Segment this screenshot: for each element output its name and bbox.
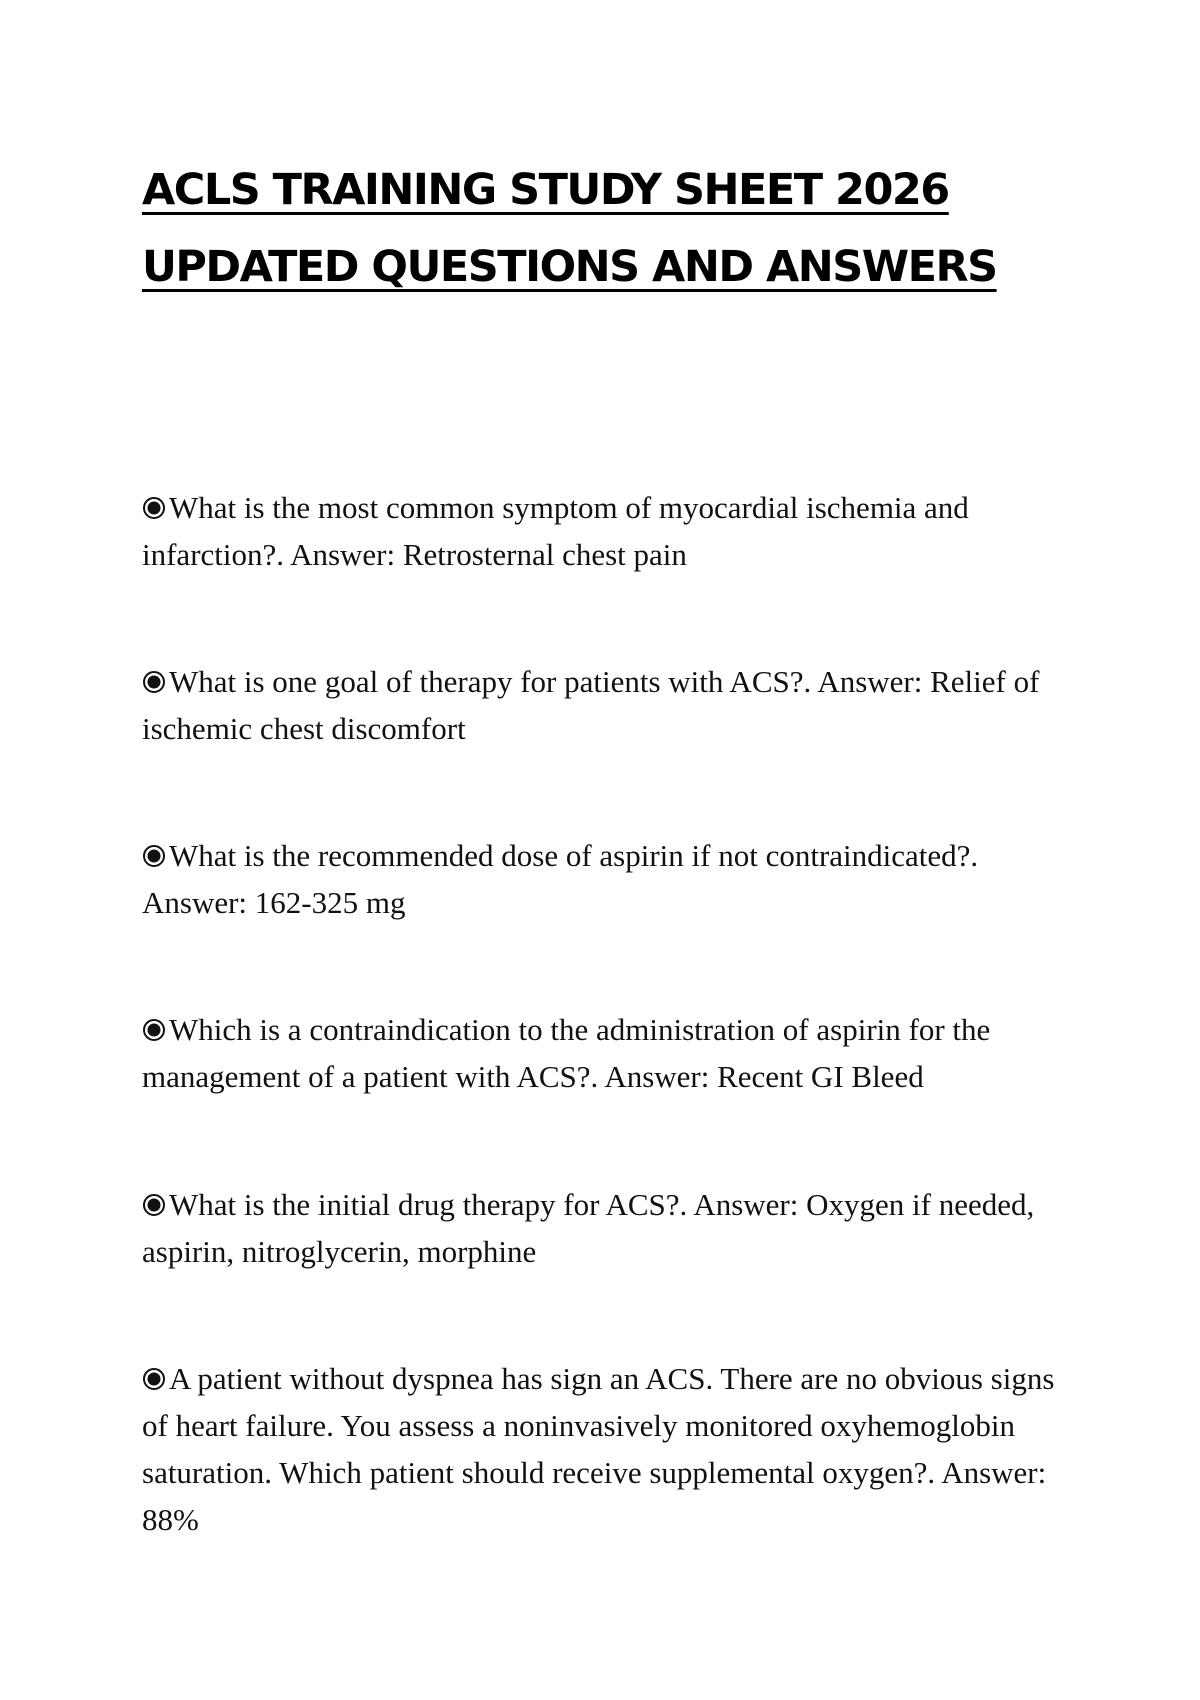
- question-text: What is one goal of therapy for patients with ACS?.: [169, 664, 812, 699]
- answer-text: Answer: Retrosternal chest pain: [290, 537, 687, 572]
- answer-text: Answer: Relief of ischemic chest discomfort: [142, 664, 1040, 746]
- qa-item: [142, 1355, 1082, 1543]
- question-text: What is the most common symptom of myocardial ischemia and infarction?.: [142, 490, 969, 572]
- question-text: What is the initial drug therapy for ACS?.: [169, 1187, 688, 1222]
- radio-filled-circle-icon: [142, 1367, 166, 1391]
- radio-filled-circle-icon: [142, 670, 166, 694]
- radio-filled-circle-icon: [142, 844, 166, 868]
- radio-filled-circle-icon: [142, 1018, 166, 1042]
- answer-text: Answer: 162-325 mg: [142, 885, 406, 920]
- answer-text: Answer: 88%: [142, 1455, 1047, 1537]
- title-line-1: ACLS TRAINING STUDY SHEET 2026: [142, 165, 949, 215]
- question-text: A patient without dyspnea has sign an ACS. There are no obvious signs of heart failure. You assess a noninvasively monitored oxyhemoglobin saturation. Which patient should receive supplemental oxygen?.: [142, 1361, 1055, 1490]
- qa-item: [142, 484, 1082, 578]
- radio-filled-circle-icon: [142, 1193, 166, 1217]
- question-text: Which is a contraindication to the administration of aspirin for the management of a patient with ACS?.: [142, 1012, 991, 1094]
- answer-text: Answer: Recent GI Bleed: [604, 1059, 924, 1094]
- qa-item: [142, 1006, 1082, 1100]
- radio-filled-circle-icon: [142, 496, 166, 520]
- qa-item: [142, 658, 1082, 752]
- answer-text: Answer: Oxygen if needed, aspirin, nitroglycerin, morphine: [142, 1187, 1035, 1269]
- qa-item: [142, 832, 1082, 926]
- question-text: What is the recommended dose of aspirin if not contraindicated?.: [169, 838, 979, 873]
- qa-item: [142, 1181, 1082, 1275]
- title-line-2: UPDATED QUESTIONS AND ANSWERS: [142, 242, 997, 292]
- document-title: [142, 152, 1102, 306]
